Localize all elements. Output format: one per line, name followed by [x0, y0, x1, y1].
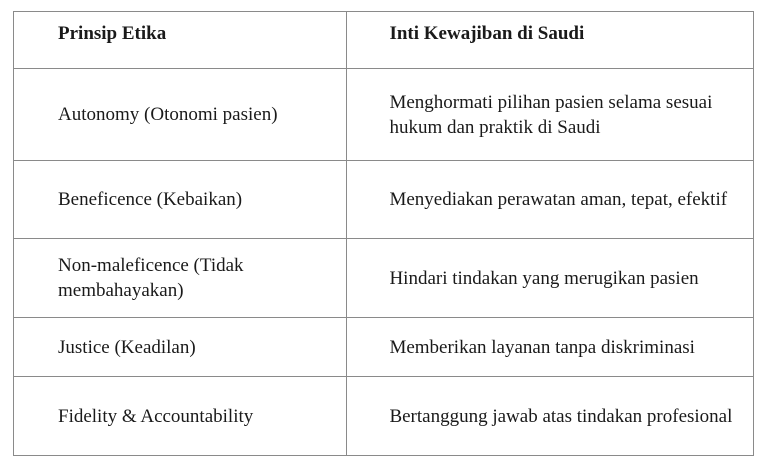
obligation-cell: Bertanggung jawab atas tindakan profesional [347, 377, 754, 456]
header-obligation: Inti Kewajiban di Saudi [347, 12, 754, 69]
obligation-cell: Menghormati pilihan pasien selama sesuai hukum dan praktik di Saudi [347, 69, 754, 161]
principle-cell: Autonomy (Otonomi pasien) [14, 69, 347, 161]
table-row [14, 318, 754, 377]
header-principle: Prinsip Etika [14, 12, 347, 69]
ethics-principles-table [13, 11, 754, 456]
table-row [14, 161, 754, 239]
obligation-cell: Memberikan layanan tanpa diskriminasi [347, 318, 754, 377]
principle-cell: Beneficence (Kebaikan) [14, 161, 347, 239]
table-row [14, 239, 754, 318]
table-header-row [14, 12, 754, 69]
table-row [14, 69, 754, 161]
obligation-cell: Hindari tindakan yang merugikan pasien [347, 239, 754, 318]
table-row [14, 377, 754, 456]
principle-cell: Fidelity & Accountability [14, 377, 347, 456]
principle-cell: Non-maleficence (Tidak membahayakan) [14, 239, 347, 318]
principle-cell: Justice (Keadilan) [14, 318, 347, 377]
obligation-cell: Menyediakan perawatan aman, tepat, efektif [347, 161, 754, 239]
